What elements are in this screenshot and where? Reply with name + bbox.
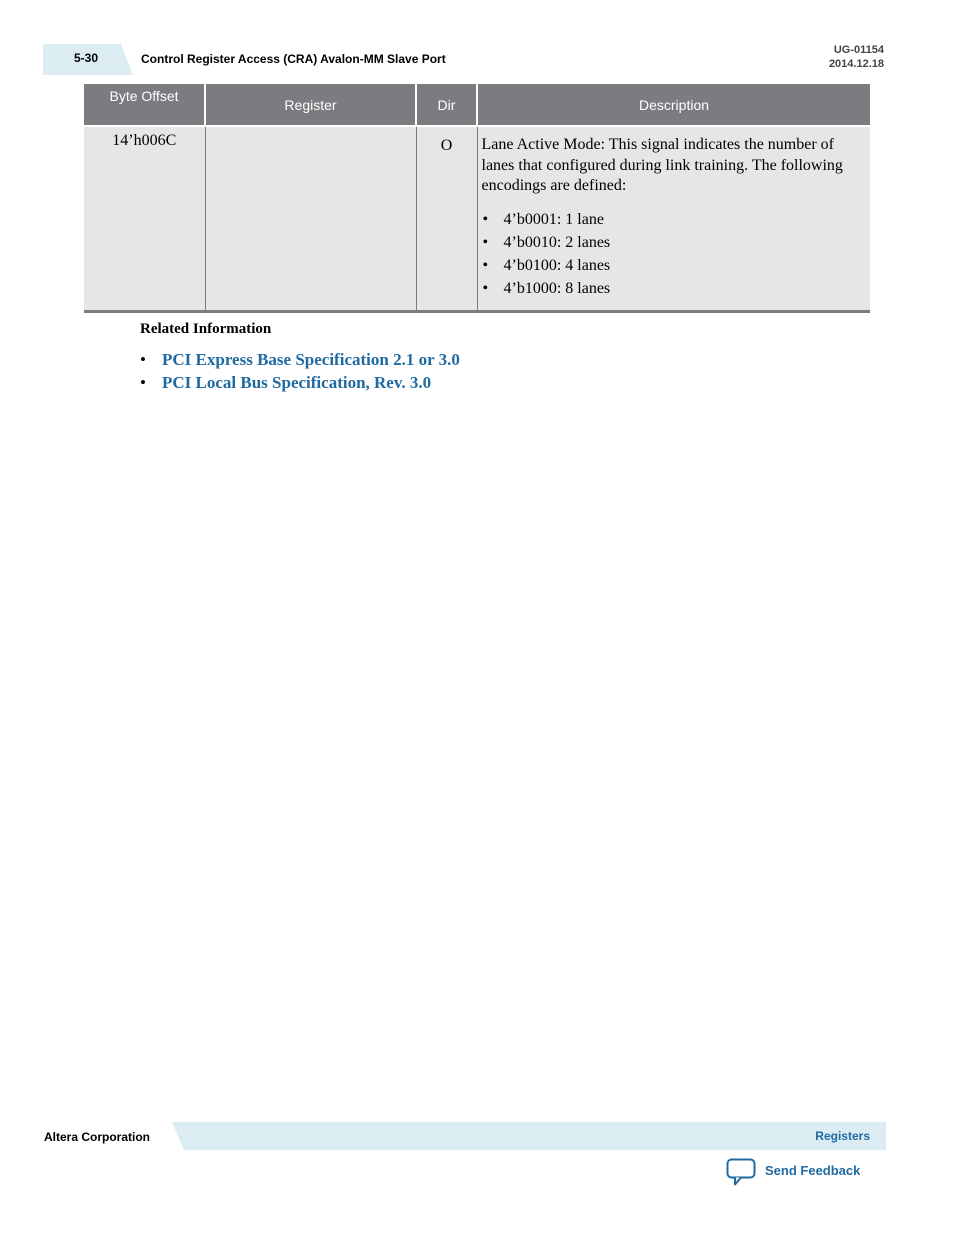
list-item: • 4’b1000: 8 lanes: [482, 277, 863, 300]
bullet: •: [140, 350, 146, 369]
pcie-base-spec-link[interactable]: PCI Express Base Specification 2.1 or 3.0: [162, 350, 460, 369]
footer-company: Altera Corporation: [44, 1130, 151, 1144]
pci-local-bus-spec-link[interactable]: PCI Local Bus Specification, Rev. 3.0: [162, 373, 432, 392]
register-table: [84, 84, 870, 313]
cell-byte-offset: 14’h006C: [84, 126, 205, 312]
list-item: • 4’b0010: 2 lanes: [482, 231, 863, 254]
encoding-list: [482, 208, 863, 300]
page-number: 5-30: [74, 51, 99, 65]
related-links: [140, 348, 460, 394]
cell-description: [477, 126, 870, 312]
table-header-row: [84, 84, 870, 126]
document-id: UG-01154: [833, 44, 884, 56]
footer-section-link[interactable]: Registers: [815, 1129, 870, 1143]
list-item: [140, 371, 460, 394]
footer-band: [172, 1122, 886, 1150]
column-header-dir: Dir: [416, 84, 477, 126]
document-date: 2014.12.18: [828, 58, 884, 70]
speech-bubble-icon: [726, 1158, 756, 1186]
list-item: [140, 348, 460, 371]
list-item: • 4’b0001: 1 lane: [482, 208, 863, 231]
send-feedback-link[interactable]: [726, 1158, 860, 1186]
list-item: • 4’b0100: 4 lanes: [482, 254, 863, 277]
document-info: [829, 43, 884, 71]
send-feedback-label: Send Feedback: [765, 1162, 861, 1178]
table-row: [84, 126, 870, 312]
column-header-description: Description: [477, 84, 870, 126]
column-header-register: Register: [205, 84, 416, 126]
section-title: Control Register Access (CRA) Avalon-MM Slave Port: [141, 52, 446, 66]
column-header-byte-offset: Byte Offset: [84, 84, 205, 126]
bullet: •: [140, 373, 146, 392]
related-information-heading: Related Information: [140, 321, 272, 337]
cell-dir: O: [416, 126, 477, 312]
description-text: Lane Active Mode: This signal indicates the number of lanes that configured during link training. The following encodings are defined:: [481, 136, 843, 194]
cell-register: [205, 126, 416, 312]
